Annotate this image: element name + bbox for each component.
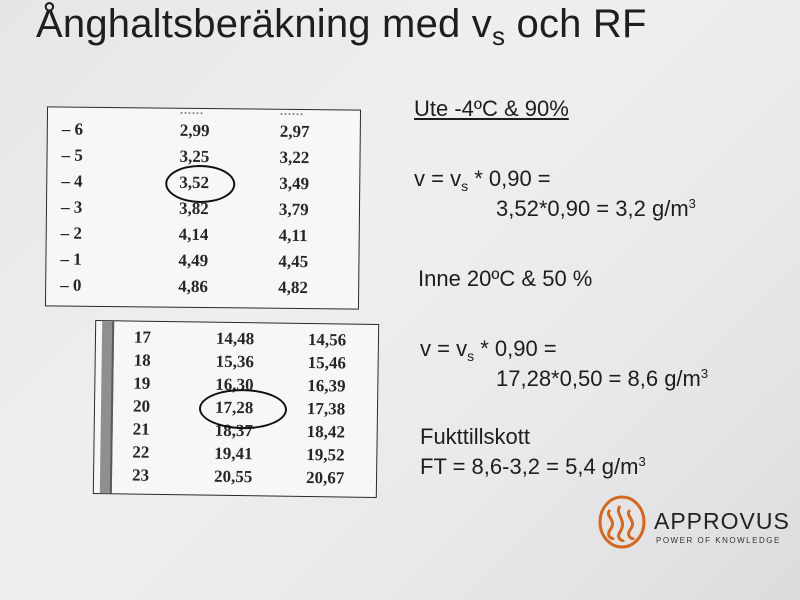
vapor-table-subzero	[45, 102, 361, 309]
outside-heading: Ute -4ºC & 90%	[414, 96, 569, 121]
table-row: – 5 3,25 3,22	[61, 145, 310, 168]
moisture-result: FT = 8,6-3,2 = 5,4 $g/m^3$	[420, 454, 646, 479]
table-row: – 0 4,86 4,82	[60, 275, 309, 298]
moisture-heading: Fukttillskott	[420, 424, 531, 449]
approvus-logo	[596, 494, 790, 556]
table-row: – 6 2,99 2,97	[61, 119, 310, 142]
table-row: – 3 3,82 3,79	[60, 197, 309, 220]
inside-formula: $v = v_s * 0,90$ =	[420, 336, 557, 364]
table-row: – 4 3,52 3,49	[61, 171, 310, 194]
outside-formula: $v = v_s * 0,90$ =	[414, 166, 551, 194]
faint-header: ......	[179, 102, 205, 118]
logo-tagline: POWER OF KNOWLEDGE	[656, 536, 781, 545]
inside-result: 17,28*0,50 = 8,6 $g/m^3$	[496, 366, 709, 391]
table-row: 22 19,41 19,52	[132, 442, 345, 465]
table-row: 18 15,36 15,46	[133, 350, 347, 373]
table-row: – 2 4,14 4,11	[60, 223, 308, 246]
vapor-table-positive	[93, 320, 379, 498]
slide-title: Ånghaltsberäkning med $v_s$ och RF	[36, 2, 647, 51]
table-row: – 1 4,49 4,45	[60, 249, 309, 272]
approvus-emblem-icon	[596, 494, 650, 550]
logo-wordmark: APPROVUS	[654, 508, 790, 534]
table-row: 19 16,30 16,39	[133, 373, 346, 396]
outside-result: 3,52*0,90 = 3,2 $g/m^3$	[496, 196, 696, 221]
highlight-circle	[165, 165, 235, 204]
table-row: 17 14,48 14,56	[133, 327, 347, 350]
table-row: 23 20,55 20,67	[131, 465, 345, 488]
inside-heading: Inne 20ºC & 50 %	[418, 266, 593, 291]
faint-header: ......	[279, 103, 305, 119]
table-row: 20 17,28 17,38	[132, 396, 346, 419]
table-row: 21 18,37 18,42	[132, 419, 346, 442]
